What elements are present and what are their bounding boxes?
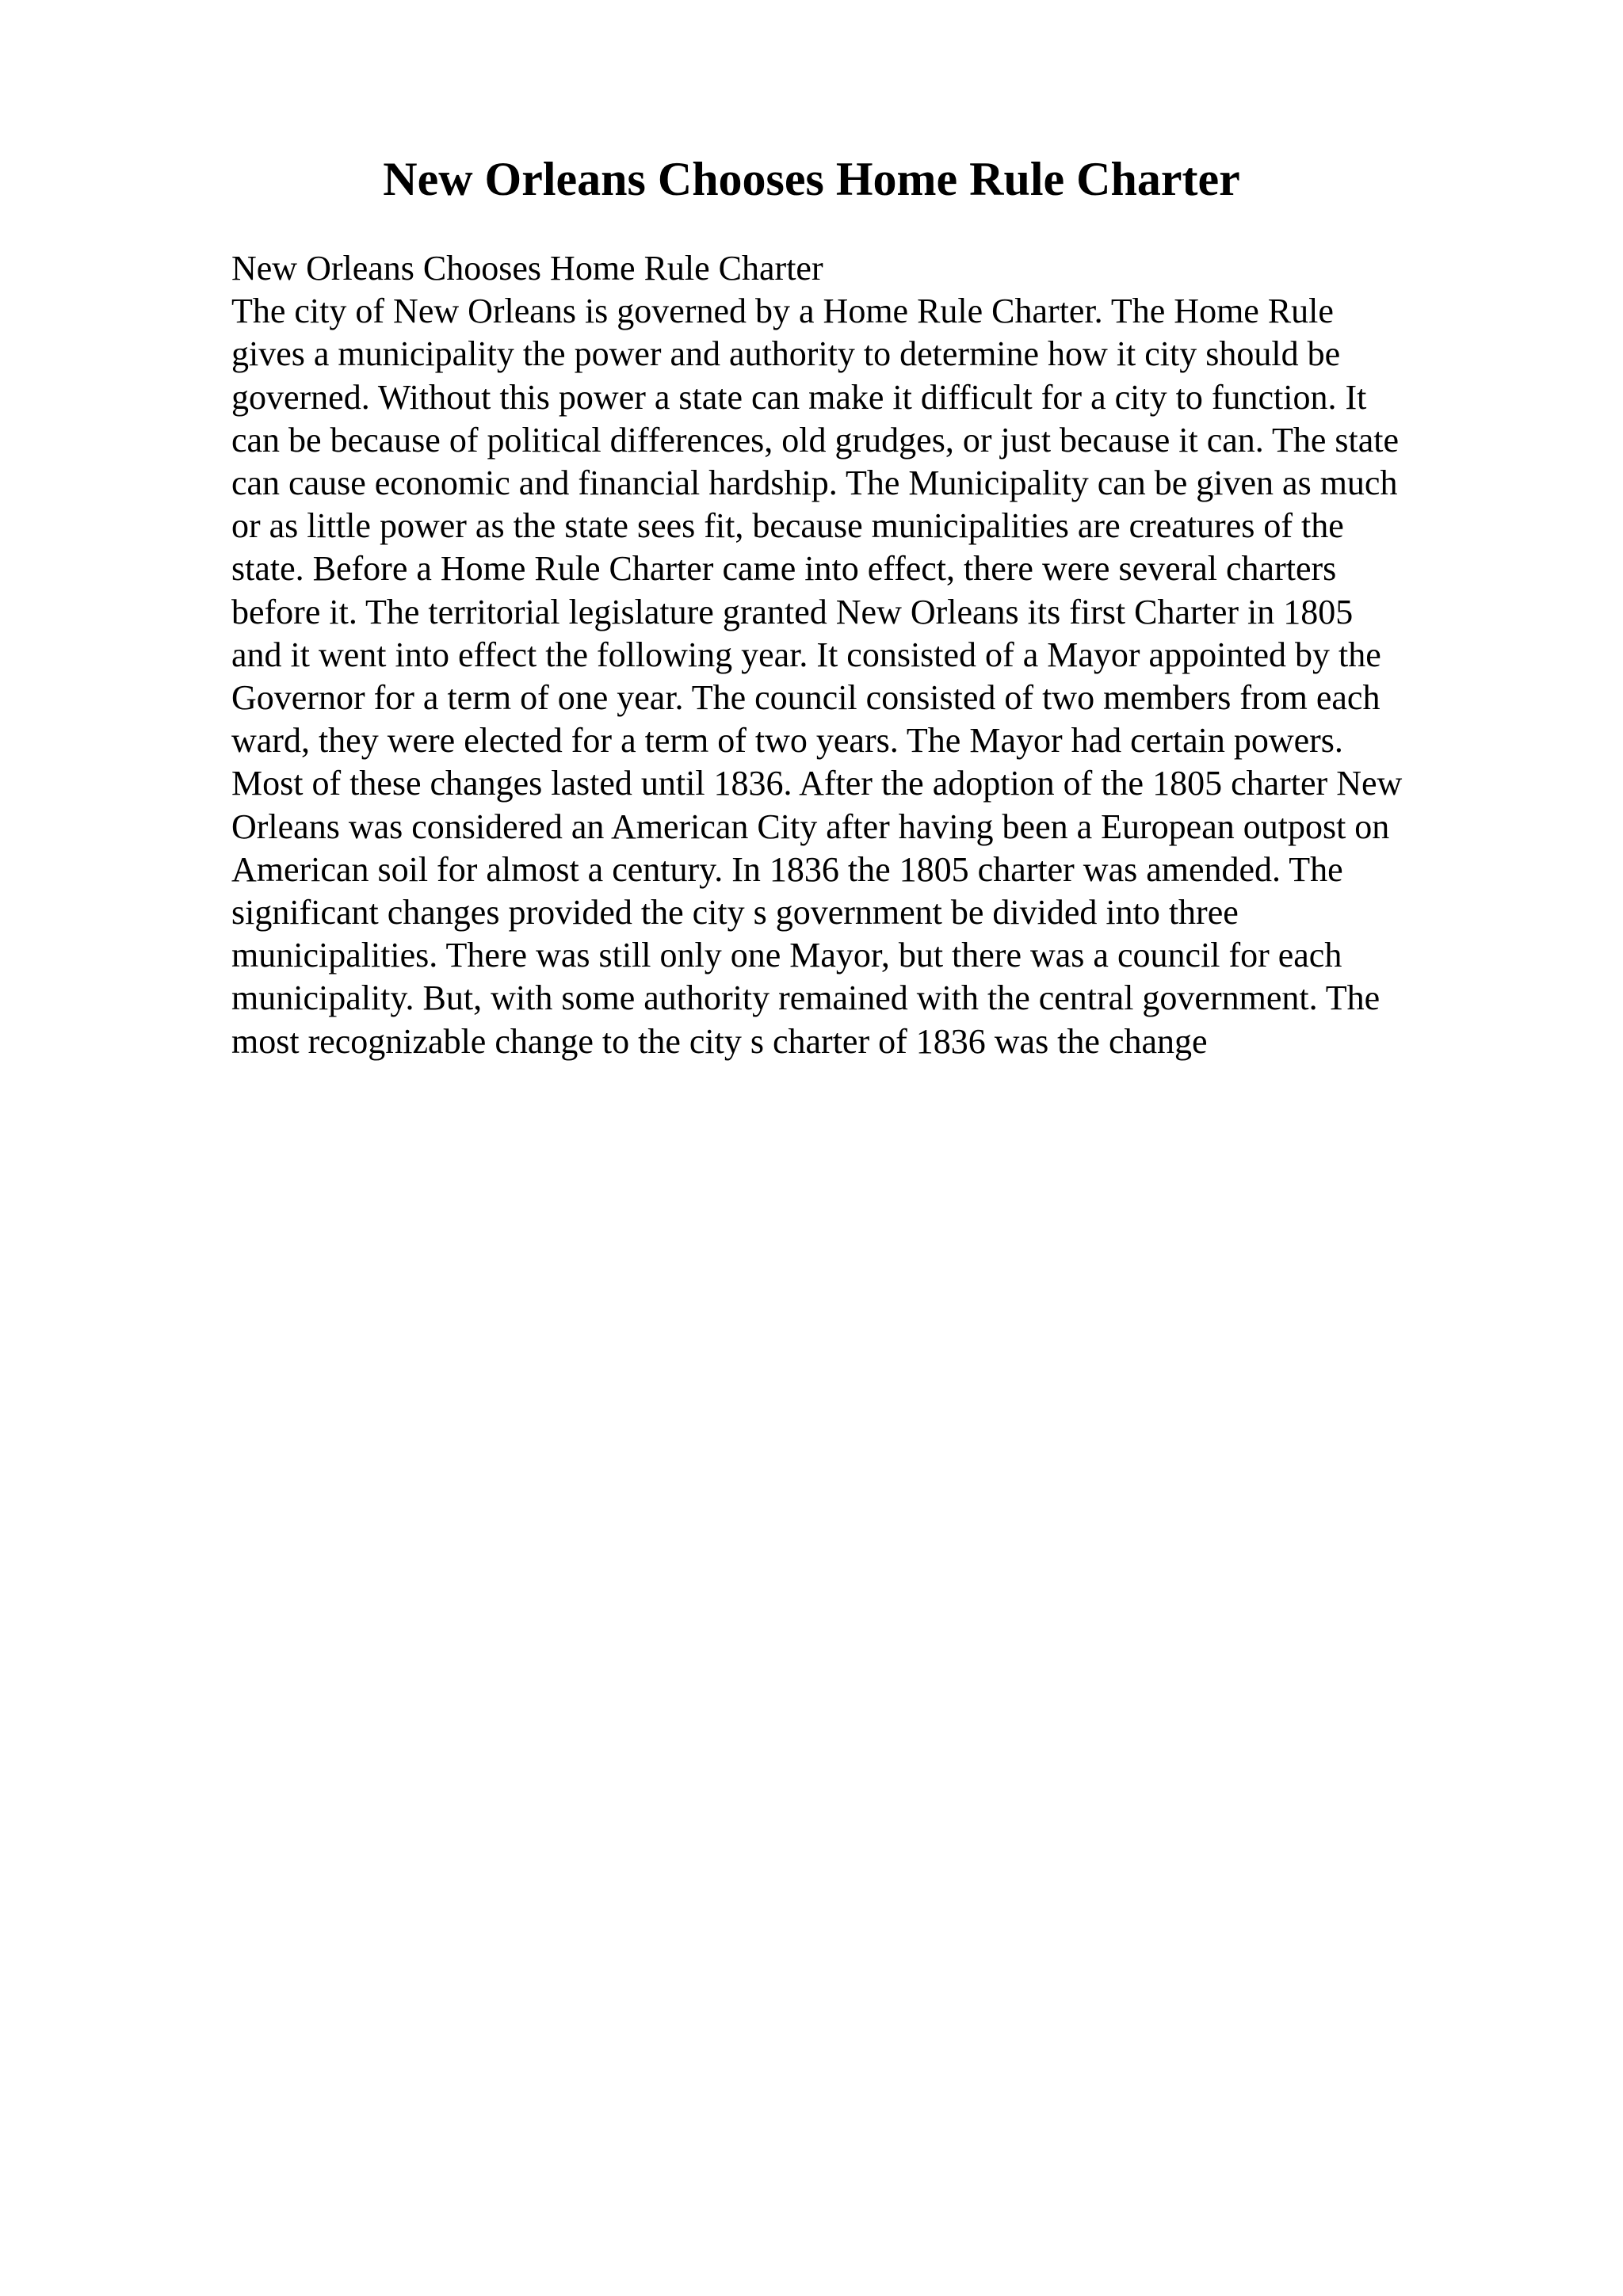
body-line: or as little power as the state sees fit, because municipalities are creatures of the [231, 506, 1344, 546]
body-line: American soil for almost a century. In 1836 the 1805 charter was amended. The [231, 849, 1343, 889]
body-line: significant changes provided the city s government be divided into three [231, 893, 1239, 933]
body-line: New Orleans Chooses Home Rule Charter [231, 249, 823, 288]
document-title: New Orleans Chooses Home Rule Charter [383, 153, 1240, 205]
body-line: can be because of political differences, old grudges, or just because it can. The state [231, 420, 1400, 460]
body-line: The city of New Orleans is governed by a Home Rule Charter. The Home Rule [231, 292, 1334, 331]
document-body [231, 247, 1499, 1063]
body-line: can cause economic and financial hardship. The Municipality can be given as much [231, 463, 1398, 503]
body-line: state. Before a Home Rule Charter came into effect, there were several charters [231, 549, 1337, 589]
body-line: governed. Without this power a state can make it difficult for a city to function. It [231, 377, 1367, 417]
body-line: before it. The territorial legislature granted New Orleans its first Charter in 1805 [231, 592, 1354, 631]
body-line: gives a municipality the power and authority to determine how it city should be [231, 334, 1341, 374]
body-line: Governor for a term of one year. The council consisted of two members from each [231, 678, 1381, 718]
body-line: municipalities. There was still only one Mayor, but there was a council for each [231, 936, 1342, 975]
body-line: Orleans was considered an American City after having been a European outpost on [231, 807, 1390, 846]
body-line: most recognizable change to the city s charter of 1836 was the change [231, 1021, 1208, 1061]
body-line: ward, they were elected for a term of two years. The Mayor had certain powers. [231, 721, 1343, 761]
body-line: and it went into effect the following year. It consisted of a Mayor appointed by the [231, 635, 1381, 674]
body-line: Most of these changes lasted until 1836. After the adoption of the 1805 charter New [231, 764, 1403, 803]
body-line: municipality. But, with some authority remained with the central government. The [231, 978, 1381, 1018]
